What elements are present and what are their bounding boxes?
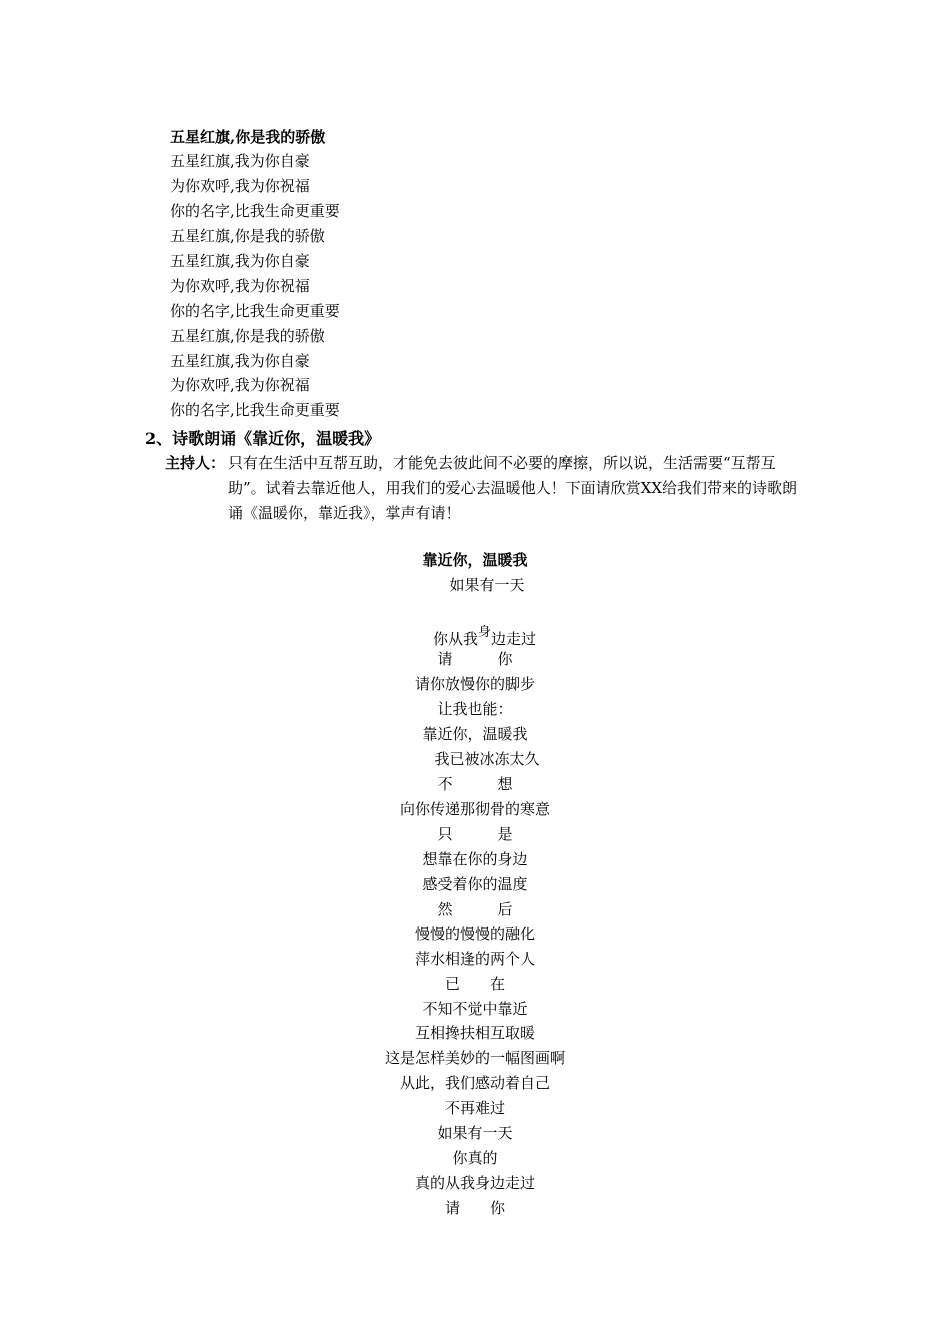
poem-line: 然 后 <box>437 900 513 918</box>
lyric-line: 你的名字,比我生命更重要 <box>170 202 340 220</box>
lyric-line: 五星红旗,你是我的骄傲 <box>170 327 325 345</box>
lyric-line: 五星红旗,我为你自豪 <box>170 152 310 170</box>
poem-line: 只 是 <box>437 825 513 843</box>
poem-line: 向你传递那彻骨的寒意 <box>399 800 550 818</box>
lyric-line: 你的名字,比我生命更重要 <box>170 302 340 320</box>
poem-line: 慢慢的慢慢的融化 <box>414 925 535 943</box>
poem-line: 不知不觉中靠近 <box>422 1000 528 1018</box>
poem-line: 你真的 <box>452 1149 498 1167</box>
poem-line: 我已被冰冻太久 <box>434 750 540 768</box>
poem-line: 这是怎样美妙的一幅图画啊 <box>384 1049 565 1067</box>
host-text: 只有在生活中互帮互助，才能免去彼此间不必要的摩擦，所以说，生活需要“互帮互助”。试着去靠近他人，用我们的爱心去温暖他人！下面请欣赏XX给我们带来的诗歌朗诵《温暖你，靠近我》，掌声有请！ <box>228 454 798 522</box>
poem-line: 请 你 <box>437 650 513 668</box>
poem-line: 想靠在你的身边 <box>422 850 528 868</box>
poem-line: 请你放慢你的脚步 <box>414 675 535 693</box>
poem-line: 如果有一天 <box>449 576 525 594</box>
host-label: 主持人： <box>165 454 226 472</box>
lyric-line: 五星红旗,我为你自豪 <box>170 252 310 270</box>
lyric-line: 五星红旗,你是我的骄傲 <box>170 227 325 245</box>
lyric-line: 为你欢呼,我为你祝福 <box>170 376 310 394</box>
poem-line: 靠近你，温暖我 <box>422 725 528 743</box>
poem-line: 已 在 <box>444 975 505 993</box>
poem-line: 请 你 <box>444 1199 505 1217</box>
lyric-line: 五星红旗,我为你自豪 <box>170 352 310 370</box>
poem-line-part: 边走过 <box>491 630 537 648</box>
poem-line: 从此，我们感动着自己 <box>399 1074 550 1092</box>
poem-line: 不再难过 <box>444 1099 505 1117</box>
poem-line: 互相搀扶相互取暖 <box>414 1024 535 1042</box>
poem-title: 靠近你，温暖我 <box>422 551 528 569</box>
poem-line: 不 想 <box>437 775 513 793</box>
poem-line: 让我也能： <box>437 700 513 718</box>
lyric-line: 你的名字,比我生命更重要 <box>170 401 340 419</box>
poem-line: 感受着你的温度 <box>422 875 528 893</box>
section-heading: 2、诗歌朗诵《靠近你，温暖我》 <box>145 429 381 448</box>
poem-line-part: 你从我 <box>433 630 479 648</box>
poem-line-part: 身 <box>478 625 492 640</box>
lyric-line: 为你欢呼,我为你祝福 <box>170 277 310 295</box>
poem-line: 如果有一天 <box>437 1124 513 1142</box>
lyric-line: 为你欢呼,我为你祝福 <box>170 177 310 195</box>
poem-line: 萍水相逢的两个人 <box>414 950 535 968</box>
poem-line: 真的从我身边走过 <box>414 1174 535 1192</box>
lyric-line: 五星红旗,你是我的骄傲 <box>170 128 326 146</box>
